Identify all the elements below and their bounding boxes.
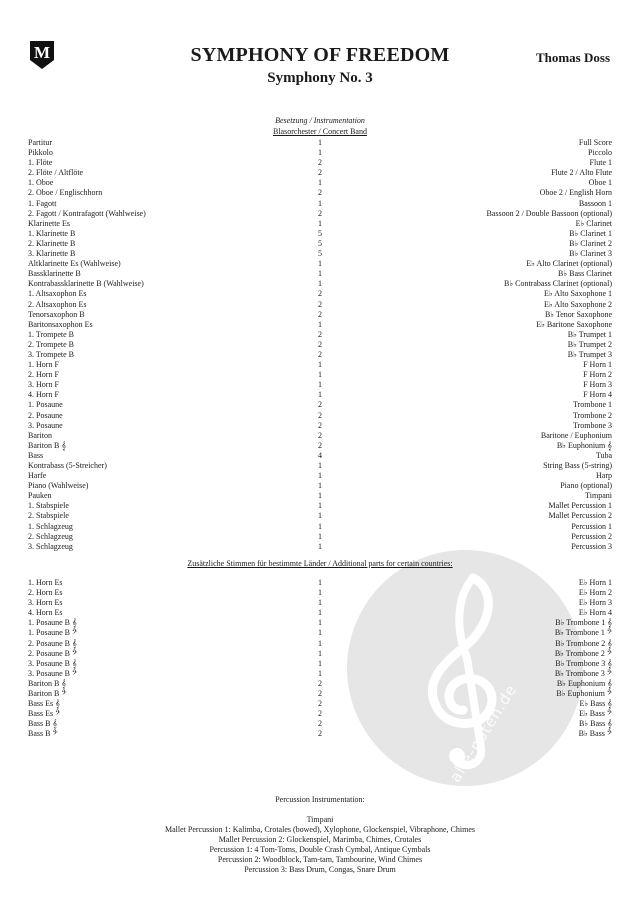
part-quantity: 1 — [318, 578, 322, 587]
part-name-english: Baritone / Euphonium — [540, 430, 612, 440]
part-row — [28, 598, 612, 608]
part-name-german: 3. Horn F — [28, 380, 59, 390]
part-name-german: 2. Fagott / Kontrafagott (Wahlweise) — [28, 208, 146, 218]
part-row — [28, 350, 612, 360]
part-row — [28, 138, 612, 148]
part-quantity: 1 — [318, 511, 322, 521]
part-name-german: 2. Schlagzeug — [28, 531, 73, 541]
part-quantity: 2 — [318, 410, 322, 420]
part-row — [28, 239, 612, 249]
part-quantity: 1 — [318, 259, 322, 269]
part-quantity: 1 — [318, 269, 322, 279]
part-name-german: 1. Fagott — [28, 198, 57, 208]
part-name-english: Bassoon 2 / Double Bassoon (optional) — [486, 208, 612, 218]
part-name-german: 2. Posaune B 𝄢 — [28, 648, 78, 658]
part-name-english: B♭ Euphonium 𝄞 — [556, 678, 612, 688]
part-row — [28, 608, 612, 618]
part-quantity: 1 — [318, 658, 322, 668]
part-quantity: 2 — [318, 168, 322, 178]
part-name-english: E♭ Alto Saxophone 2 — [544, 299, 612, 309]
part-quantity: 2 — [318, 309, 322, 319]
part-row — [28, 699, 612, 709]
part-name-german: 2. Klarinette B — [28, 238, 76, 248]
part-row — [28, 148, 612, 158]
part-quantity: 1 — [318, 360, 322, 370]
part-name-english: B♭ Trumpet 2 — [567, 339, 612, 349]
part-row — [28, 249, 612, 259]
part-quantity: 1 — [318, 471, 322, 481]
part-name-english: B♭ Euphonium 𝄞 — [556, 440, 612, 450]
part-name-english: Flute 1 — [589, 158, 612, 168]
part-name-english: Flute 2 / Alto Flute — [551, 168, 612, 178]
part-row — [28, 451, 612, 461]
part-row — [28, 188, 612, 198]
part-quantity: 5 — [318, 228, 322, 238]
part-quantity: 1 — [318, 608, 322, 618]
percussion-heading: Percussion Instrumentation: — [275, 795, 365, 804]
part-name-german: 1. Schlagzeug — [28, 521, 73, 531]
instrumentation-heading: Besetzung / Instrumentation — [275, 116, 365, 125]
part-name-german: 2. Altsaxophon Es — [28, 299, 87, 309]
part-name-english: B♭ Euphonium 𝄢 — [556, 689, 612, 699]
part-quantity: 4 — [318, 450, 322, 460]
part-name-german: 1. Posaune B 𝄢 — [28, 628, 78, 638]
part-name-german: Piano (Wahlweise) — [28, 481, 89, 491]
part-row — [28, 542, 612, 552]
part-name-english: Timpani — [585, 491, 612, 501]
part-name-german: Partitur — [28, 138, 52, 147]
part-row — [28, 618, 612, 628]
part-name-german: Harfe — [28, 471, 47, 481]
part-row — [28, 289, 612, 299]
part-name-german: 3. Schlagzeug — [28, 541, 73, 551]
part-row — [28, 501, 612, 511]
percussion-line: Percussion 2: Woodblock, Tam-tam, Tambourine, Wind Chimes — [217, 855, 423, 864]
part-name-english: E♭ Alto Clarinet (optional) — [526, 259, 612, 269]
part-row — [28, 279, 612, 289]
part-row — [28, 421, 612, 431]
part-quantity: 2 — [318, 400, 322, 410]
part-name-german: Baritonsaxophon Es — [28, 319, 93, 329]
part-name-english: Percussion 1 — [571, 521, 612, 531]
part-row — [28, 209, 612, 219]
part-quantity: 1 — [318, 481, 322, 491]
part-row — [28, 400, 612, 410]
part-name-english: E♭ Bass 𝄞 — [579, 699, 612, 709]
part-name-german: Bass — [28, 450, 44, 460]
part-name-english: F Horn 2 — [583, 370, 612, 380]
part-name-german: 3. Posaune — [28, 420, 63, 430]
part-row — [28, 628, 612, 638]
part-name-english: B♭ Clarinet 1 — [569, 228, 612, 238]
part-row — [28, 578, 612, 588]
part-name-english: Tuba — [595, 450, 612, 460]
part-quantity: 2 — [318, 299, 322, 309]
part-row — [28, 471, 612, 481]
part-name-english: Full Score — [578, 138, 612, 147]
part-name-german: Pikkolo — [28, 148, 53, 158]
part-name-german: Bass B 𝄞 — [28, 719, 58, 729]
part-name-german: 2. Horn Es — [28, 588, 63, 598]
part-name-english: E♭ Baritone Saxophone — [536, 319, 612, 329]
part-row — [28, 390, 612, 400]
part-row — [28, 639, 612, 649]
part-quantity: 1 — [318, 390, 322, 400]
part-row — [28, 481, 612, 491]
part-name-english: B♭ Bass 𝄢 — [578, 729, 612, 739]
part-quantity: 2 — [318, 188, 322, 198]
part-name-english: B♭ Trombone 3 𝄢 — [554, 668, 612, 678]
part-quantity: 1 — [318, 148, 322, 158]
part-name-german: 1. Trompete B — [28, 329, 75, 339]
part-quantity: 1 — [318, 531, 322, 541]
part-row — [28, 719, 612, 729]
part-quantity: 2 — [318, 719, 322, 729]
part-quantity: 2 — [318, 339, 322, 349]
part-name-english: String Bass (5-string) — [543, 461, 612, 470]
part-quantity: 2 — [318, 420, 322, 430]
part-row — [28, 269, 612, 279]
part-name-german: 3. Klarinette B — [28, 249, 76, 259]
part-name-german: 3. Posaune B 𝄢 — [28, 668, 78, 678]
part-name-english: F Horn 3 — [583, 380, 612, 390]
part-name-english: E♭ Horn 1 — [578, 578, 612, 587]
part-name-english: Piano (optional) — [560, 481, 612, 491]
part-row — [28, 709, 612, 719]
watermark-text: alle-noten.de — [446, 681, 521, 786]
part-quantity: 5 — [318, 249, 322, 259]
part-name-english: E♭ Bass 𝄢 — [579, 709, 612, 719]
part-row — [28, 431, 612, 441]
part-quantity: 1 — [318, 541, 322, 551]
part-quantity: 1 — [318, 218, 322, 228]
part-name-english: B♭ Clarinet 3 — [569, 249, 612, 259]
part-quantity: 2 — [318, 158, 322, 168]
part-row — [28, 588, 612, 598]
part-row — [28, 511, 612, 521]
part-row — [28, 689, 612, 699]
part-name-german: 2. Flöte / Altflöte — [28, 168, 84, 178]
part-row — [28, 340, 612, 350]
part-row — [28, 522, 612, 532]
part-quantity: 1 — [318, 588, 322, 598]
part-name-german: 2. Trompete B — [28, 339, 75, 349]
part-quantity: 1 — [318, 491, 322, 501]
part-name-english: F Horn 1 — [583, 360, 612, 370]
part-name-german: Bariton B 𝄞 — [28, 440, 67, 450]
part-row — [28, 300, 612, 310]
part-name-english: E♭ Horn 4 — [578, 608, 612, 618]
logo-letter: M — [33, 43, 51, 62]
part-quantity: 2 — [318, 699, 322, 709]
band-heading: Blasorchester / Concert Band — [273, 127, 367, 136]
part-name-german: 2. Horn F — [28, 370, 59, 380]
part-name-english: B♭ Trombone 2 𝄢 — [554, 648, 612, 658]
part-name-german: 4. Horn F — [28, 390, 59, 400]
part-row — [28, 461, 612, 471]
parts-list — [28, 138, 612, 552]
part-name-english: B♭ Trumpet 3 — [567, 349, 612, 359]
part-name-english: B♭ Trombone 2 𝄞 — [555, 638, 612, 648]
part-name-german: 3. Horn Es — [28, 598, 63, 608]
part-quantity: 2 — [318, 689, 322, 699]
part-quantity: 2 — [318, 329, 322, 339]
part-row — [28, 370, 612, 380]
part-name-english: Oboe 1 — [588, 178, 612, 188]
part-quantity: 2 — [318, 709, 322, 719]
part-name-english: Percussion 3 — [571, 541, 612, 551]
part-quantity: 1 — [318, 319, 322, 329]
part-quantity: 1 — [318, 638, 322, 648]
part-name-german: Bass B 𝄢 — [28, 729, 58, 739]
part-row — [28, 219, 612, 229]
part-name-english: B♭ Trombone 3 𝄞 — [555, 658, 612, 668]
part-name-english: E♭ Clarinet — [575, 218, 612, 228]
part-quantity: 1 — [318, 279, 322, 289]
part-name-german: Bass Es 𝄢 — [28, 709, 61, 719]
part-row — [28, 380, 612, 390]
part-row — [28, 199, 612, 209]
part-name-english: Percussion 2 — [571, 531, 612, 541]
part-row — [28, 360, 612, 370]
part-name-german: Kontrabassklarinette B (Wahlweise) — [28, 279, 144, 289]
part-name-english: Trombone 1 — [572, 400, 612, 410]
part-name-german: 3. Posaune B 𝄞 — [28, 658, 77, 668]
part-row — [28, 158, 612, 168]
part-name-german: Tenorsaxophon B — [28, 309, 85, 319]
percussion-line: Percussion 1: 4 Tom-Toms, Double Crash Cymbal, Antique Cymbals — [209, 845, 431, 854]
part-quantity: 1 — [318, 370, 322, 380]
part-quantity: 2 — [318, 678, 322, 688]
part-name-german: Bassklarinette B — [28, 269, 81, 279]
part-name-english: B♭ Trombone 1 𝄢 — [554, 628, 612, 638]
part-name-english: E♭ Horn 2 — [578, 588, 612, 598]
part-name-german: 1. Horn F — [28, 360, 59, 370]
part-name-german: Klarinette Es — [28, 218, 70, 228]
percussion-list — [0, 815, 640, 875]
part-quantity: 1 — [318, 618, 322, 628]
part-row — [28, 259, 612, 269]
part-name-english: B♭ Contrabass Clarinet (optional) — [504, 279, 612, 289]
part-name-german: 1. Posaune B 𝄞 — [28, 618, 77, 628]
part-quantity: 1 — [318, 598, 322, 608]
part-name-german: 1. Altsaxophon Es — [28, 289, 87, 299]
part-name-german: 2. Posaune B 𝄞 — [28, 638, 77, 648]
part-row — [28, 411, 612, 421]
part-quantity: 2 — [318, 289, 322, 299]
part-quantity: 1 — [318, 198, 322, 208]
part-row — [28, 178, 612, 188]
percussion-line: Timpani — [306, 815, 334, 824]
percussion-line: Percussion 3: Bass Drum, Congas, Snare Drum — [244, 865, 396, 874]
part-name-english: E♭ Horn 3 — [578, 598, 612, 608]
part-row — [28, 491, 612, 501]
part-row — [28, 532, 612, 542]
part-row — [28, 729, 612, 739]
part-name-english: B♭ Bass 𝄞 — [579, 719, 612, 729]
part-name-german: 2. Oboe / Englischhorn — [28, 188, 103, 198]
part-row — [28, 649, 612, 659]
percussion-line: Mallet Percussion 1: Kalimba, Crotales (bowed), Xylophone, Glockenspiel, Vibraphone, Chimes — [165, 825, 475, 834]
part-name-english: B♭ Tenor Saxophone — [544, 309, 612, 319]
part-name-english: B♭ Clarinet 2 — [569, 238, 612, 248]
part-quantity: 2 — [318, 430, 322, 440]
part-name-german: 1. Stabspiele — [28, 501, 69, 511]
part-row — [28, 669, 612, 679]
part-quantity: 5 — [318, 238, 322, 248]
part-row — [28, 679, 612, 689]
part-name-english: Oboe 2 / English Horn — [539, 188, 612, 198]
part-name-english: Trombone 2 — [572, 410, 612, 420]
part-quantity: 1 — [318, 178, 322, 188]
part-name-german: Bariton — [28, 430, 52, 440]
part-name-german: 2. Stabspiele — [28, 511, 69, 521]
part-quantity: 2 — [318, 208, 322, 218]
additional-parts-heading: Zusätzliche Stimmen für bestimmte Länder / Additional parts for certain countries: — [187, 559, 453, 568]
part-name-english: Piccolo — [588, 148, 612, 158]
part-quantity: 1 — [318, 628, 322, 638]
part-name-german: 1. Flöte — [28, 158, 53, 168]
part-quantity: 1 — [318, 138, 322, 147]
part-row — [28, 229, 612, 239]
part-name-german: Bariton B 𝄢 — [28, 689, 67, 699]
part-quantity: 1 — [318, 501, 322, 511]
part-name-german: 1. Posaune — [28, 400, 63, 410]
part-name-english: E♭ Alto Saxophone 1 — [544, 289, 612, 299]
part-name-english: Harp — [596, 471, 612, 481]
part-row — [28, 659, 612, 669]
part-name-german: 4. Horn Es — [28, 608, 63, 618]
part-quantity: 2 — [318, 440, 322, 450]
part-name-german: Altklarinette Es (Wahlweise) — [28, 259, 121, 269]
part-name-english: F Horn 4 — [583, 390, 612, 400]
part-name-german: Pauken — [28, 491, 52, 501]
part-quantity: 1 — [318, 648, 322, 658]
part-row — [28, 310, 612, 320]
part-name-german: 1. Klarinette B — [28, 228, 76, 238]
part-name-german: 1. Horn Es — [28, 578, 63, 587]
part-name-german: 1. Oboe — [28, 178, 54, 188]
part-quantity: 2 — [318, 729, 322, 739]
part-quantity: 1 — [318, 380, 322, 390]
part-name-english: Mallet Percussion 1 — [548, 501, 612, 511]
part-name-english: Bassoon 1 — [578, 198, 612, 208]
part-name-english: B♭ Trombone 1 𝄞 — [555, 618, 612, 628]
part-name-english: Mallet Percussion 2 — [548, 511, 612, 521]
part-row — [28, 330, 612, 340]
part-row — [28, 168, 612, 178]
part-name-german: Kontrabass (5-Streicher) — [28, 461, 107, 470]
part-name-german: 3. Trompete B — [28, 349, 75, 359]
part-row — [28, 320, 612, 330]
part-name-german: Bariton B 𝄞 — [28, 678, 67, 688]
page-subtitle: Symphony No. 3 — [267, 70, 373, 86]
part-quantity: 1 — [318, 461, 322, 470]
part-quantity: 2 — [318, 349, 322, 359]
part-name-german: Bass Es 𝄞 — [28, 699, 60, 709]
part-quantity: 1 — [318, 668, 322, 678]
part-row — [28, 441, 612, 451]
part-name-english: Trombone 3 — [572, 420, 612, 430]
part-name-english: B♭ Bass Clarinet — [558, 269, 612, 279]
page-title: SYMPHONY OF FREEDOM — [190, 44, 450, 66]
part-name-english: B♭ Trumpet 1 — [567, 329, 612, 339]
part-name-german: 2. Posaune — [28, 410, 63, 420]
percussion-line: Mallet Percussion 2: Glockenspiel, Marimba, Chimes, Crotales — [218, 835, 422, 844]
composer-name: Thomas Doss — [535, 50, 610, 65]
part-quantity: 1 — [318, 521, 322, 531]
additional-parts-list — [28, 578, 612, 740]
